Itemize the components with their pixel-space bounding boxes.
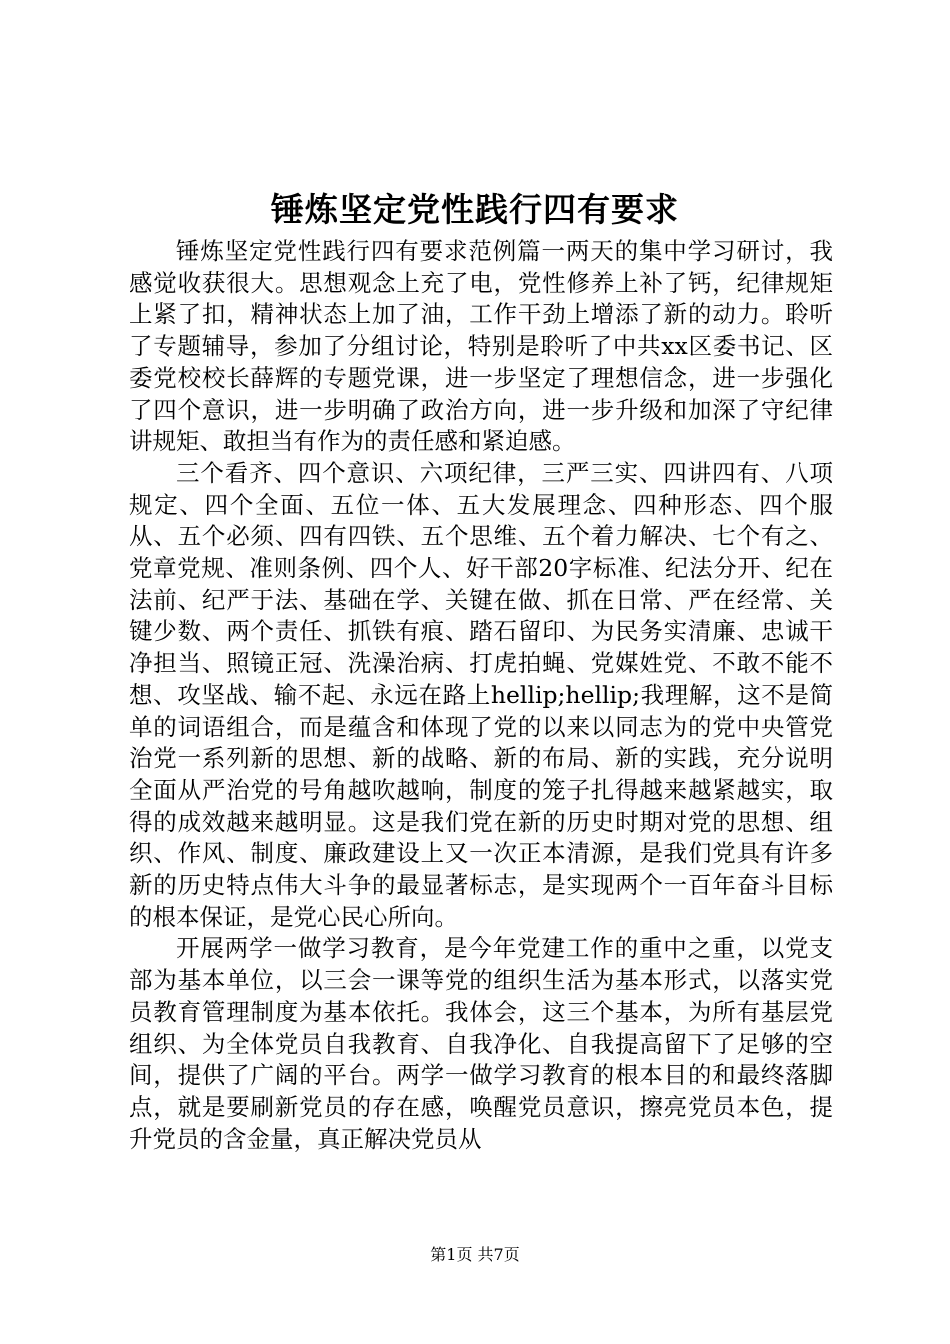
document-body: [129, 236, 833, 1155]
page-footer: 第1页 共7页: [430, 1245, 520, 1264]
paragraph-1: 锤炼坚定党性践行四有要求范例篇一两天的集中学习研讨，我感觉收获很大。思想观念上充了电，党性修养上补了钙，纪律规矩上紧了扣，精神状态上加了油，工作干劲上增添了新的动力。聆听了专题辅导，参加了分组讨论，特别是聆听了中共xx区委书记、区委党校校长薛辉的专题党课，进一步坚定了理想信念，进一步强化了四个意识，进一步明确了政治方向，进一步升级和加深了守纪律讲规矩、敢担当有作为的责任感和紧迫感。: [129, 237, 833, 456]
paragraph-3: 开展两学一做学习教育，是今年党建工作的重中之重，以党支部为基本单位，以三会一课等党的组织生活为基本形式，以落实党员教育管理制度为基本依托。我体会，这三个基本，为所有基层党组织、为全体党员自我教育、自我净化、自我提高留下了足够的空间，提供了广阔的平台。两学一做学习教育的根本目的和最终落脚点，就是要刷新党员的存在感，唤醒党员意识，擦亮党员本色，提升党员的含金量，真正解决党员从: [129, 934, 833, 1153]
paragraph-2: 三个看齐、四个意识、六项纪律，三严三实、四讲四有、八项规定、四个全面、五位一体、五大发展理念、四种形态、四个服从、五个必须、四有四铁、五个思维、五个着力解决、七个有之、党章党规、准则条例、四个人、好干部20字标准、纪法分开、纪在法前、纪严于法、基础在学、关键在做、抓在日常、严在经常、关键少数、两个责任、抓铁有痕、踏石留印、为民务实清廉、忠诚干净担当、照镜正冠、洗澡治病、打虎拍蝇、党媒姓党、不敢不能不想、攻坚战、输不起、永远在路上hellip;hellip;我理解，这不是简单的词语组合，而是蕴含和体现了党的以来以同志为的党中央管党治党一系列新的思想、新的战略、新的布局、新的实践，充分说明全面从严治党的号角越吹越响，制度的笼子扎得越来越紧越实，取得的成效越来越明显。这是我们党在新的历史时期对党的思想、组织、作风、制度、廉政建设上又一次正本清源，是我们党具有许多新的历史特点伟大斗争的最显著标志，是实现两个一百年奋斗目标的根本保证，是党心民心所向。: [129, 458, 833, 931]
document-title: 锤炼坚定党性践行四有要求: [271, 190, 679, 229]
